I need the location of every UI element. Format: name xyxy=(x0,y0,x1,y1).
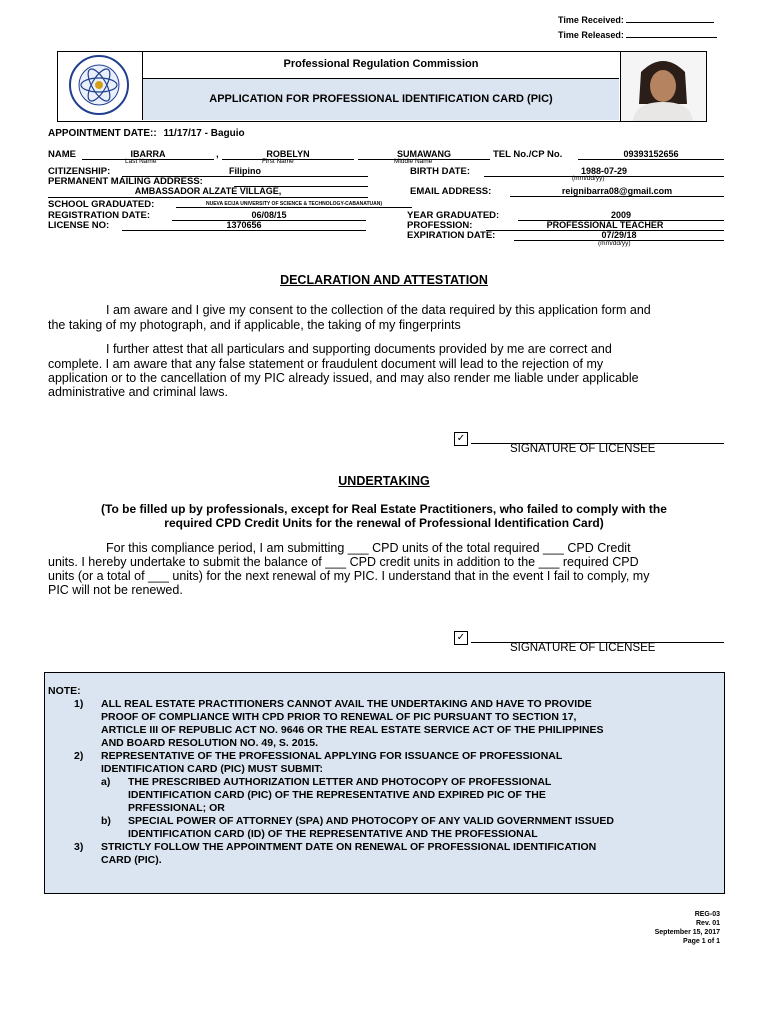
declaration-p2-line4: administrative and criminal laws. xyxy=(48,385,228,399)
undertaking-line2: units. I hereby undertake to submit the balance of ___ CPD credit units in addition to the ___ required CPD xyxy=(48,555,639,569)
note-a-line1: THE PRESCRIBED AUTHORIZATION LETTER AND PHOTOCOPY OF PROFESSIONAL xyxy=(128,776,552,788)
prc-seal-icon xyxy=(57,51,142,120)
tel-field[interactable]: 09393152656 xyxy=(578,149,724,160)
signature-checkbox-2[interactable]: ✓ xyxy=(454,631,468,645)
undertaking-line3: units (or a total of ___ units) for the next renewal of my PIC. I understand that in the event I fail to comply, my xyxy=(48,569,650,583)
year-graduated-label: YEAR GRADUATED: xyxy=(407,210,500,221)
citizenship-field[interactable]: Filipino xyxy=(122,166,368,177)
signature-label-1: SIGNATURE OF LICENSEE xyxy=(510,443,656,455)
first-name-field[interactable]: ROBELYN xyxy=(222,149,354,160)
license-label: LICENSE NO: xyxy=(48,220,110,231)
profession-field[interactable]: PROFESSIONAL TEACHER xyxy=(486,220,724,231)
time-released: Time Released: xyxy=(558,30,717,40)
school-label: SCHOOL GRADUATED: xyxy=(48,199,155,210)
note-2-line1: REPRESENTATIVE OF THE PROFESSIONAL APPLYING FOR ISSUANCE OF PROFESSIONAL xyxy=(101,750,563,762)
signature-label-2: SIGNATURE OF LICENSEE xyxy=(510,642,656,654)
note-1-line3: ARTICLE III OF REPUBLIC ACT NO. 9646 OR THE REAL ESTATE SERVICE ACT OF THE PHILIPPINES xyxy=(101,724,604,736)
birth-date-caption: (mm/dd/yy) xyxy=(572,175,605,182)
declaration-p1-line1: I am aware and I give my consent to the collection of the data required by this application form and xyxy=(106,303,651,317)
commission-name: Professional Regulation Commission xyxy=(143,51,619,79)
note-3-line2: CARD (PIC). xyxy=(101,854,162,866)
prc-seal xyxy=(57,51,143,120)
school-field[interactable]: NUEVA ECIJA UNIVERSITY OF SCIENCE & TECHNOLOGY-CABANATUAN) xyxy=(176,201,412,208)
registration-label: REGISTRATION DATE: xyxy=(48,210,151,221)
note-b-number: b) xyxy=(101,815,111,827)
time-released-field[interactable] xyxy=(626,37,717,38)
undertaking-sub2: required CPD Credit Units for the renewal of Professional Identification Card) xyxy=(164,516,604,530)
note-a-line2: IDENTIFICATION CARD (PIC) OF THE REPRESENTATIVE AND EXPIRED PIC OF THE xyxy=(128,789,546,801)
note-3-number: 3) xyxy=(74,841,84,853)
form-revision: Rev. 01 xyxy=(696,920,720,927)
undertaking-line4: PIC will not be renewed. xyxy=(48,583,183,597)
mailing-field[interactable]: AMBASSADOR ALZATE VILLAGE, xyxy=(134,186,282,196)
person-photo-icon xyxy=(621,52,706,121)
last-name-caption: Last Name xyxy=(125,158,157,165)
note-3-line1: STRICTLY FOLLOW THE APPOINTMENT DATE ON RENEWAL OF PROFESSIONAL IDENTIFICATION xyxy=(101,841,597,853)
note-b-line2: IDENTIFICATION CARD (ID) OF THE REPRESENTATIVE AND THE PROFESSIONAL xyxy=(128,828,538,840)
note-label: NOTE: xyxy=(48,685,81,697)
declaration-p2-line2: complete. I am aware that any false statement or fraudulent document will lead to the rejection of my xyxy=(48,357,604,371)
last-name-field[interactable]: IBARRA xyxy=(82,149,214,160)
mailing-line-2 xyxy=(48,197,368,198)
page-number: Page 1 of 1 xyxy=(683,938,720,945)
mailing-label: PERMANENT MAILING ADDRESS: xyxy=(48,176,203,187)
note-2-line2: IDENTIFICATION CARD (PIC) MUST SUBMIT: xyxy=(101,763,324,775)
declaration-p2-line3: application or to the cancellation of my PIC already issued, and may also render me liable under applicable xyxy=(48,371,639,385)
first-name-caption: First Name xyxy=(262,158,294,165)
profession-label: PROFESSION: xyxy=(407,220,473,231)
email-label: EMAIL ADDRESS: xyxy=(410,186,492,197)
signature-checkbox-1[interactable]: ✓ xyxy=(454,432,468,446)
license-field[interactable]: 1370656 xyxy=(122,220,366,231)
time-received: Time Received: xyxy=(558,15,714,25)
applicant-photo xyxy=(620,51,707,122)
note-1-line4: AND BOARD RESOLUTION NO. 49, S. 2015. xyxy=(101,737,319,749)
note-a-line3: PRFESSIONAL; OR xyxy=(128,802,225,814)
name-label: NAME xyxy=(48,149,76,160)
expiration-label: EXPIRATION DATE: xyxy=(407,230,496,241)
declaration-p2-line1: I further attest that all particulars and supporting documents provided by me are correct and xyxy=(106,342,612,356)
undertaking-sub1: (To be filled up by professionals, except for Real Estate Practitioners, who failed to comply with the xyxy=(101,502,667,516)
email-field[interactable]: reignibarra08@gmail.com xyxy=(510,186,724,197)
middle-name-field[interactable]: SUMAWANG xyxy=(358,149,490,160)
note-1-line2: PROOF OF COMPLIANCE WITH CPD PRIOR TO RENEWAL OF PIC PURSUANT TO SECTION 17, xyxy=(101,711,577,723)
expiration-caption: (mm/dd/yy) xyxy=(598,240,631,247)
declaration-p1-line2: the taking of my photograph, and if applicable, the taking of my fingerprints xyxy=(48,318,461,332)
time-received-field[interactable] xyxy=(626,22,714,23)
name-comma: , xyxy=(216,149,219,160)
expiration-field[interactable]: 07/29/18 xyxy=(514,230,724,241)
note-1-line1: ALL REAL ESTATE PRACTITIONERS CANNOT AVAIL THE UNDERTAKING AND HAVE TO PROVIDE xyxy=(101,698,592,710)
registration-field[interactable]: 06/08/15 xyxy=(172,210,366,221)
note-b-line1: SPECIAL POWER OF ATTORNEY (SPA) AND PHOTOCOPY OF ANY VALID GOVERNMENT ISSUED xyxy=(128,815,614,827)
tel-label: TEL No./CP No. xyxy=(493,149,563,160)
form-title: APPLICATION FOR PROFESSIONAL IDENTIFICATION CARD (PIC) xyxy=(143,79,619,120)
form-code: REG-03 xyxy=(694,911,720,918)
birth-date-field[interactable]: 1988-07-29 xyxy=(484,166,724,177)
middle-name-caption: Middle Name xyxy=(394,158,433,165)
appointment-date: APPOINTMENT DATE:: 11/17/17 - Baguio xyxy=(48,128,245,139)
undertaking-title: UNDERTAKING xyxy=(338,474,430,488)
year-graduated-field[interactable]: 2009 xyxy=(518,210,724,221)
note-a-number: a) xyxy=(101,776,111,788)
note-1-number: 1) xyxy=(74,698,84,710)
declaration-title: DECLARATION AND ATTESTATION xyxy=(280,273,488,287)
birth-date-label: BIRTH DATE: xyxy=(410,166,470,177)
form-date: September 15, 2017 xyxy=(654,929,720,936)
form-footer xyxy=(655,910,720,946)
undertaking-line1: For this compliance period, I am submitting ___ CPD units of the total required ___ CPD Credit xyxy=(106,541,631,555)
note-2-number: 2) xyxy=(74,750,84,762)
citizenship-label: CITIZENSHIP: xyxy=(48,166,111,177)
